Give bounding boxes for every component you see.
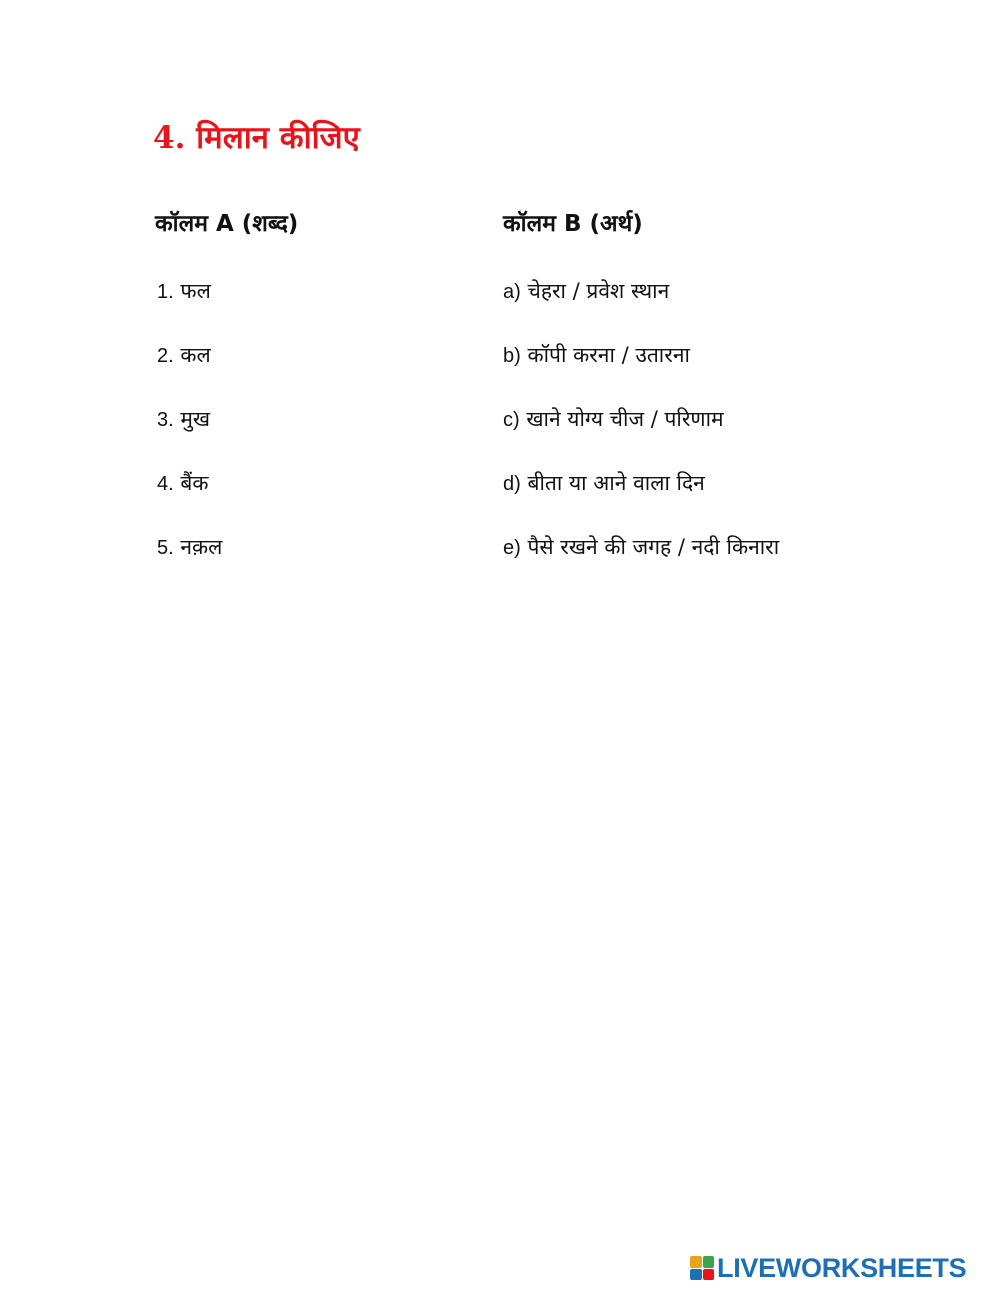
word-text: नक़ल [180,535,223,559]
word-item [157,407,210,432]
column-a-header: कॉलम A (शब्द) [155,211,299,237]
word-number: 2. [157,345,174,367]
page-title: 4. मिलान कीजिए [153,120,360,156]
meaning-item [503,279,669,304]
brand-name: LIVEWORKSHEETS [717,1252,967,1283]
meaning-item [503,471,705,496]
meaning-item [503,343,690,368]
word-text: फल [180,279,211,303]
meaning-text: चेहरा / प्रवेश स्थान [527,279,670,303]
meaning-text: कॉपी करना / उतारना [527,343,690,367]
meaning-letter: b) [503,345,521,367]
word-text: मुख [180,407,211,431]
column-b-header: कॉलम B (अर्थ) [503,211,643,237]
word-number: 5. [157,537,174,559]
meaning-letter: e) [503,537,521,559]
meaning-letter: d) [503,473,521,495]
meaning-text: खाने योग्य चीज / परिणाम [526,407,724,431]
liveworksheets-logo-icon [690,1256,714,1280]
meaning-letter: a) [503,281,521,303]
word-number: 3. [157,409,174,431]
word-item [157,535,222,560]
word-item [157,279,211,304]
word-number: 1. [157,281,174,303]
word-item [157,343,211,368]
meaning-text: पैसे रखने की जगह / नदी किनारा [527,535,780,559]
word-item [157,471,209,496]
liveworksheets-branding[interactable] [690,1252,966,1284]
word-text: बैंक [180,471,209,495]
word-text: कल [180,343,211,367]
meaning-text: बीता या आने वाला दिन [527,471,705,495]
meaning-letter: c) [503,409,520,431]
meaning-item [503,535,779,560]
meaning-item [503,407,724,432]
word-number: 4. [157,473,174,495]
